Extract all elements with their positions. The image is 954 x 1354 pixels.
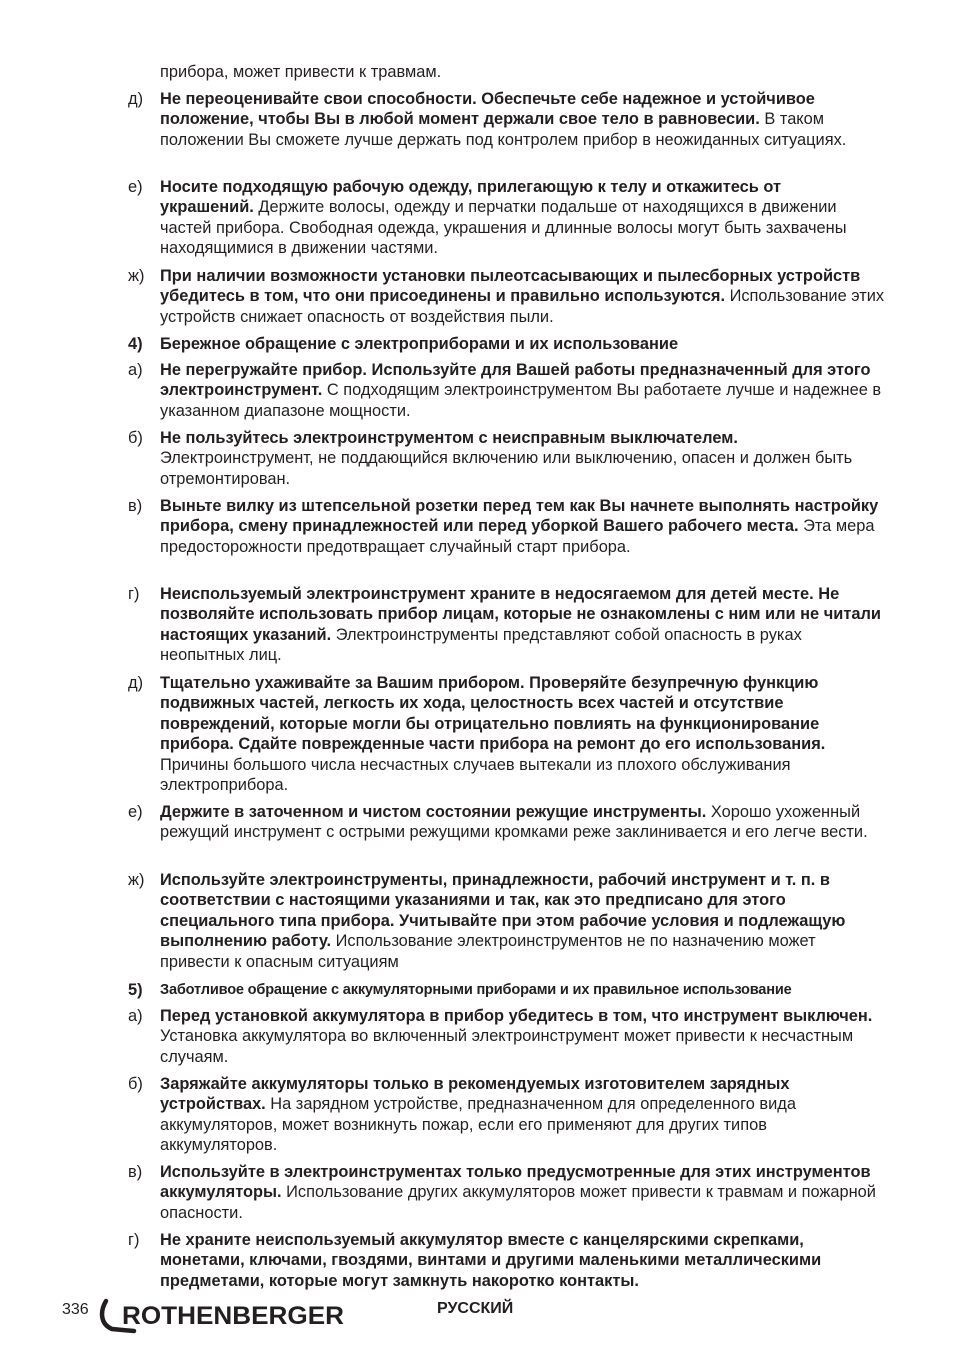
item-marker: д) xyxy=(128,90,144,108)
item-text: Эта мера предосторожности предотвращает случайный старт прибора. xyxy=(160,517,875,556)
item-text: Держите волосы, одежду и перчатки подальше от находящихся в движении частей прибора. Свободная одежда, украшения и длинные волосы могут быть захвачены находящимися в движении частями. xyxy=(160,198,847,258)
item-bold-text: Тщательно ухаживайте за Вашим прибором. Проверяйте безупречную функцию подвижных частей, легкость их хода, целостность всех частей и отсутствие повреждений, которые могли бы отрицательно повлиять на функционирование прибора. Сдайте поврежденные части прибора на ремонт до его использования. xyxy=(160,674,826,754)
section-number: 4) xyxy=(128,335,143,353)
item-text: В таком положении Вы сможете лучше держать под контролем прибор в неожиданных ситуациях. xyxy=(160,110,847,149)
item-marker: б) xyxy=(128,429,143,447)
item-marker: г) xyxy=(128,585,140,603)
intro-text: прибора, может привести к травмам. xyxy=(160,63,442,81)
item-marker: е) xyxy=(128,178,143,196)
language-label: РУССКИЙ xyxy=(437,1300,514,1317)
item-text: Использование электроинструментов не по назначению может привести к опасным ситуациям xyxy=(160,932,816,971)
item-bold-text: Держите в заточенном и чистом состоянии режущие инструменты. xyxy=(160,803,707,821)
item-text: Причины большого числа несчастных случаев вытекали из плохого обслуживания электроприбора. xyxy=(160,755,791,795)
item-marker: е) xyxy=(128,803,143,821)
item-marker: д) xyxy=(128,674,144,692)
item-bold-text: Не храните неиспользуемый аккумулятор вместе с канцелярскими скрепками, монетами, ключами, гвоздями, винтами и другими маленькими металлическими предметами, которые могут замкнуть накоротко контакты. xyxy=(160,1231,822,1290)
item-marker: ж) xyxy=(128,267,145,285)
item-text: Хорошо ухоженный режущий инструмент с острыми режущими кромками реже заклинивается и его легче вести. xyxy=(160,803,868,842)
page-number: 336 xyxy=(62,1301,89,1318)
item-bold-text: Перед установкой аккумулятора в прибор убедитесь в том, что инструмент выключен. xyxy=(160,1007,873,1025)
item-body xyxy=(160,177,848,259)
item-body xyxy=(160,1230,888,1291)
item-body xyxy=(160,1162,888,1223)
item-bold-text: Заряжайте аккумуляторы только в рекомендуемых изготовителем зарядных устройствах. xyxy=(160,1075,790,1114)
item-bold-text: Неиспользуемый электроинструмент храните в недосягаемом для детей месте. Не позволяйте использовать прибор лицам, которые не ознакомлены с ним или не читали настоящих указаний. xyxy=(160,585,881,644)
item-body xyxy=(160,870,876,972)
item-bold-text: Выньте вилку из штепсельной розетки перед тем как Вы начнете выполнять настройку прибора, смену принадлежностей или перед уборкой Вашего рабочего места. xyxy=(160,497,879,536)
item-text: Использование этих устройств снижает опасность от воздействия пыли. xyxy=(160,287,885,326)
item-bold-text: Не пользуйтесь электроинструментом с неисправным выключателем. xyxy=(160,429,738,447)
item-body xyxy=(160,1074,888,1156)
item-body xyxy=(160,1006,888,1067)
item-body xyxy=(160,496,888,557)
item-text: Электроинструмент, не поддающийся включению или выключению, опасен и должен быть отремонтирован. xyxy=(160,449,853,488)
section-title: Бережное обращение с электроприборами и их использование xyxy=(160,335,679,353)
item-bold-text: Носите подходящую рабочую одежду, прилегающую к телу и откажитесь от украшений. xyxy=(160,178,782,217)
item-body xyxy=(160,89,888,150)
item-marker: б) xyxy=(128,1075,143,1093)
item-text: Электроинструменты представляют собой опасность в руках неопытных лиц. xyxy=(160,625,802,665)
item-body xyxy=(160,428,888,489)
item-body xyxy=(160,360,888,421)
item-marker: ж) xyxy=(128,871,145,889)
item-body xyxy=(160,266,888,327)
item-marker: в) xyxy=(128,1163,143,1181)
section-title: Заботливое обращение с аккумуляторными приборами и их правильное использование xyxy=(160,982,792,998)
item-marker: в) xyxy=(128,497,143,515)
logo-wordmark: ROTHENBERGER xyxy=(122,1302,344,1330)
item-bold-text: Не перегружайте прибор. Используйте для Вашей работы предназначенный для этого электроинструмент. xyxy=(160,361,871,400)
item-bold-text: Используйте электроинструменты, принадлежности, рабочий инструмент и т. п. в соответствии с настоящими указаниями и так, как это предписано для этого специального типа прибора. Учитывайте при этом рабочие условия и подлежащую выполнению работу. xyxy=(160,871,846,951)
section-number: 5) xyxy=(128,981,143,999)
item-marker: а) xyxy=(128,361,143,379)
item-marker: а) xyxy=(128,1007,143,1025)
item-body xyxy=(160,673,876,795)
item-text: Установка аккумулятора во включенный электроинструмент может привести к несчастным случаям. xyxy=(160,1027,854,1066)
item-body xyxy=(160,584,888,666)
item-marker: г) xyxy=(128,1231,140,1249)
item-text: Использование других аккумуляторов может привести к травмам и пожарной опасности. xyxy=(160,1183,876,1222)
item-bold-text: Не переоценивайте свои способности. Обеспечьте себе надежное и устойчивое положение, чтобы Вы в любой момент держали свое тело в равновесии. xyxy=(160,90,815,129)
item-text: На зарядном устройстве, предназначенном для определенного вида аккумуляторов, может возникнуть пожар, если его применяют для других типов аккумуляторов. xyxy=(160,1095,796,1155)
item-bold-text: При наличии возможности установки пылеотсасывающих и пылесборных устройств убедитесь в том, что они присоединены и правильно используются. xyxy=(160,267,861,306)
item-text: С подходящим электроинструментом Вы работаете лучше и надежнее в указанном диапазоне мощности. xyxy=(160,381,882,420)
item-body xyxy=(160,802,888,843)
item-bold-text: Используйте в электроинструментах только предусмотренные для этих инструментов аккумуляторы. xyxy=(160,1163,871,1202)
rothenberger-logo xyxy=(98,1296,348,1336)
